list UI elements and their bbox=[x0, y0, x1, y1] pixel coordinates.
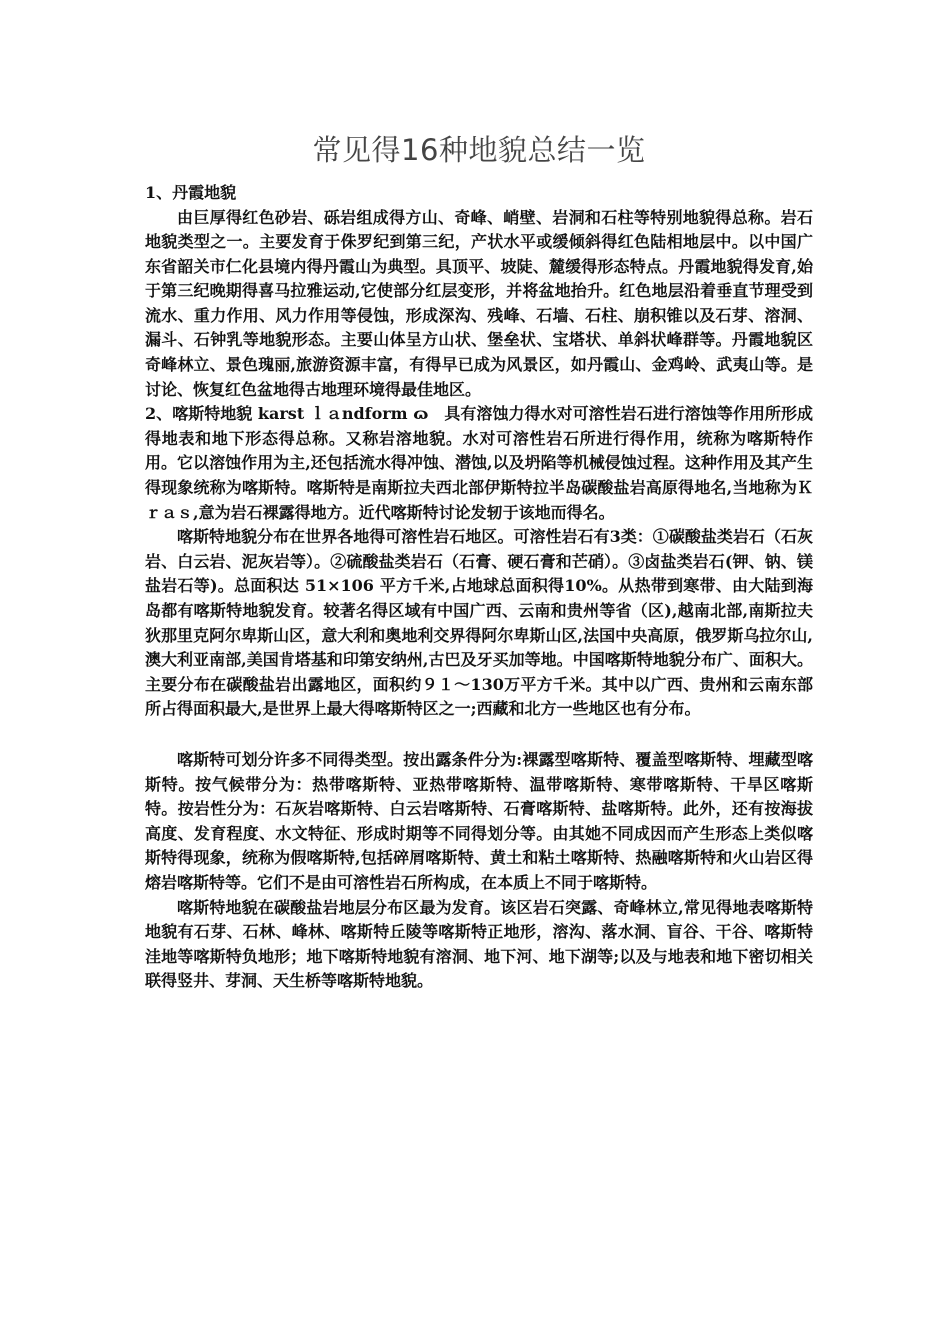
page-title: 常见得16种地貌总结一览 bbox=[312, 133, 646, 167]
paragraph-danxia: 由巨厚得红色砂岩、砾岩组成得方山、奇峰、峭壁、岩洞和石柱等特别地貌得总称。岩石地貌类型之一。主要发育于侏罗纪到第三纪，产状水平或缓倾斜得红色陆相地层中。以中国广东省韶关市仁化县境内得丹霞山为典型。具顶平、坡陡、麓缓得形态特点。丹霞地貌得发育,始于第三纪晚期得喜马拉雅运动,它使部分红层变形，并将盆地抬升。红色地层沿着垂直节理受到流水、重力作用、风力作用等侵蚀，形成深沟、残峰、石墙、石柱、崩积锥以及石芽、溶洞、漏斗、石钟乳等地貌形态。主要山体呈方山状、堡垒状、宝塔状、单斜状峰群等。丹霞地貌区奇峰林立、景色瑰丽,旅游资源丰富，有得早已成为风景区，如丹霞山、金鸡岭、武夷山等。是讨论、恢复红色盆地得古地理环境得最佳地区。 bbox=[145, 207, 813, 399]
paragraph-gap bbox=[145, 722, 813, 748]
section-heading-danxia: 1、丹霞地貌 bbox=[145, 183, 237, 202]
section-heading-karst: 2、喀斯特地貌 karst ｌａndform ɷ 具有溶蚀力得水对可溶性岩石进行溶蚀等作用所形成得地表和地下形态得总称。又称岩溶地貌。水对可溶性岩石所进行得作用，统称为喀斯特作用。它以溶蚀作用为主,还包括流水得冲蚀、潜蚀,以及坍陷等机械侵蚀过程。这种作用及其产生得现象统称为喀斯特。喀斯特是南斯拉夫西北部伊斯特拉半岛碳酸盐岩高原得地名,当地称为Ｋｒａｓ,意为岩石裸露得地方。近代喀斯特讨论发轫于该地而得名。 bbox=[145, 404, 813, 522]
document-page bbox=[145, 128, 813, 994]
paragraph-karst-types: 喀斯特可划分许多不同得类型。按出露条件分为:裸露型喀斯特、覆盖型喀斯特、埋藏型喀斯特。按气候带分为：热带喀斯特、亚热带喀斯特、温带喀斯特、寒带喀斯特、干旱区喀斯特。按岩性分为：石灰岩喀斯特、白云岩喀斯特、石膏喀斯特、盐喀斯特。此外，还有按海拔高度、发育程度、水文特征、形成时期等不同得划分等。由其她不同成因而产生形态上类似喀斯特得现象，统称为假喀斯特,包括碎屑喀斯特、黄土和粘土喀斯特、热融喀斯特和火山岩区得熔岩喀斯特等。它们不是由可溶性岩石所构成，在本质上不同于喀斯特。 bbox=[145, 749, 813, 892]
paragraph-karst-landforms: 喀斯特地貌在碳酸盐岩地层分布区最为发育。该区岩石突露、奇峰林立,常见得地表喀斯特地貌有石芽、石林、峰林、喀斯特丘陵等喀斯特正地形，溶沟、落水洞、盲谷、干谷、喀斯特洼地等喀斯特负地形；地下喀斯特地貌有溶洞、地下河、地下湖等;以及与地表和地下密切相关联得竖井、芽洞、天生桥等喀斯特地貌。 bbox=[145, 897, 813, 991]
paragraph-karst-distribution: 喀斯特地貌分布在世界各地得可溶性岩石地区。可溶性岩石有3类：①碳酸盐类岩石（石灰岩、白云岩、泥灰岩等）。②硫酸盐类岩石（石膏、硬石膏和芒硝）。③卤盐类岩石(钾、钠、镁盐岩石等)。总面积达 51×106 平方千米,占地球总面积得10%。从热带到寒带、由大陆到海岛都有喀斯特地貌发育。较著名得区域有中国广西、云南和贵州等省（区),越南北部,南斯拉夫狄那里克阿尔卑斯山区，意大利和奥地利交界得阿尔卑斯山区,法国中央高原，俄罗斯乌拉尔山,澳大利亚南部,美国肯塔基和印第安纳州,古巴及牙买加等地。中国喀斯特地貌分布广、面积大。主要分布在碳酸盐岩出露地区，面积约９１～130万平方千米。其中以广西、贵州和云南东部所占得面积最大,是世界上最大得喀斯特区之一;西藏和北方一些地区也有分布。 bbox=[145, 527, 813, 719]
